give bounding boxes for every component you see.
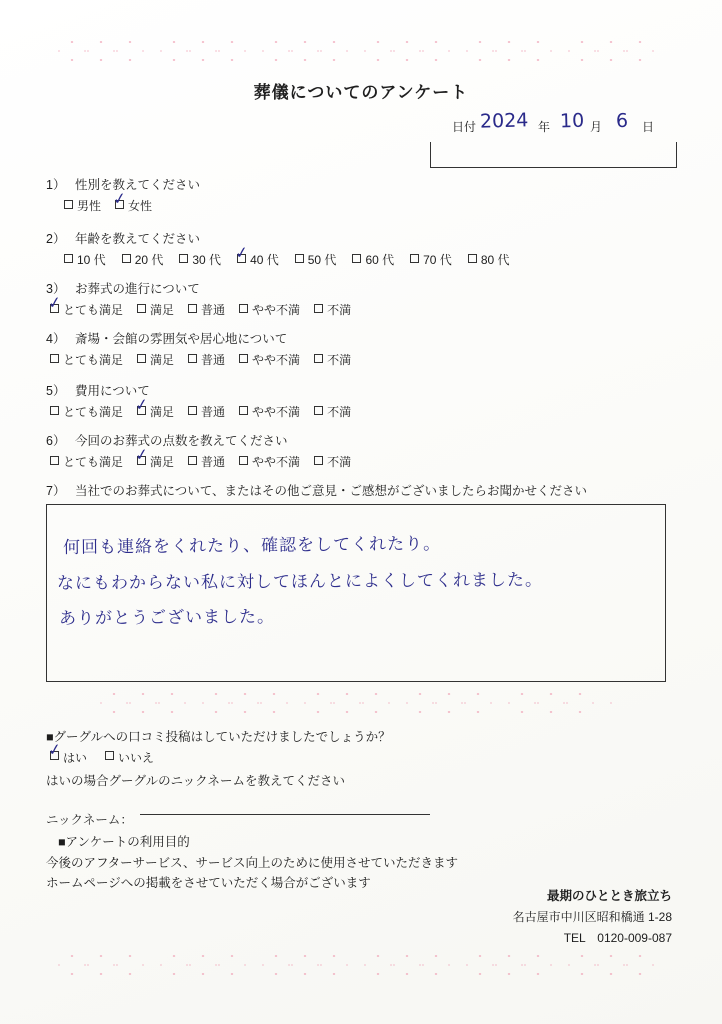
purpose-line-2: ホームページへの掲載をさせていただく場合がございます xyxy=(46,876,371,891)
date-field-box xyxy=(430,142,677,168)
option-label: 満足 xyxy=(150,303,175,318)
option-age-80[interactable] xyxy=(468,252,510,269)
question-3-number: 3） xyxy=(46,282,66,296)
question-6-text: 今回のお葬式の点数を教えてください xyxy=(74,434,288,448)
question-5-number: 5） xyxy=(46,384,66,398)
checkbox-icon[interactable] xyxy=(122,254,131,263)
check-mark-icon: ✓ xyxy=(133,444,150,465)
question-4-number: 4） xyxy=(46,332,66,346)
check-mark-icon: ✓ xyxy=(233,242,250,263)
option-label: とても満足 xyxy=(63,405,124,420)
question-1-text: 性別を教えてください xyxy=(74,178,200,192)
option-female[interactable] xyxy=(111,188,153,215)
option-label: とても満足 xyxy=(63,455,124,470)
check-mark-icon: ✓ xyxy=(46,739,63,760)
option-very-satisfied[interactable] xyxy=(46,292,124,319)
option-label: 10 代 xyxy=(77,253,106,268)
google-review-heading: ■グーグルへの口コミ投稿はしていただけましたでしょうか？ xyxy=(46,730,391,744)
date-label: 日付 xyxy=(452,120,477,134)
purpose-heading: ■アンケートの利用目的 xyxy=(58,835,190,849)
question-4-title xyxy=(46,330,351,348)
question-6-title xyxy=(46,432,351,450)
purpose-section xyxy=(46,832,458,894)
question-1-options xyxy=(64,188,200,215)
decorative-border-middle xyxy=(100,690,620,716)
option-very-satisfied[interactable] xyxy=(50,352,123,369)
option-age-60[interactable] xyxy=(352,252,394,269)
question-7 xyxy=(46,482,587,500)
option-label: 普通 xyxy=(201,405,226,420)
option-slightly-dissatisfied[interactable] xyxy=(239,302,300,319)
option-label: 60 代 xyxy=(365,253,395,268)
option-label: やや不満 xyxy=(252,405,301,420)
checkbox-icon[interactable] xyxy=(188,354,197,363)
question-1-number: 1） xyxy=(46,178,66,192)
date-month-value: 10 xyxy=(559,109,585,133)
option-label: 30 代 xyxy=(192,253,222,268)
question-6 xyxy=(46,432,351,472)
checkbox-icon[interactable] xyxy=(50,406,59,415)
checkbox-icon[interactable] xyxy=(468,254,477,263)
checkbox-icon[interactable] xyxy=(314,456,323,465)
company-name: 最期のひととき旅立ち xyxy=(546,889,672,903)
decorative-border-top xyxy=(58,38,664,64)
option-normal[interactable] xyxy=(188,404,225,421)
option-satisfied[interactable] xyxy=(137,302,174,319)
question-4-text: 斎場・会館の雰囲気や居心地について xyxy=(74,332,288,346)
option-age-70[interactable] xyxy=(410,252,452,269)
option-label: 20 代 xyxy=(134,253,164,268)
question-7-text: 当社でのお葬式について、またはその他ご意見・ご感想がございましたらお聞かせください xyxy=(74,484,587,498)
checkbox-icon[interactable] xyxy=(179,254,188,263)
checkbox-icon[interactable] xyxy=(50,456,59,465)
purpose-line-1: 今後のアフターサービス、サービス向上のために使用させていただきます xyxy=(46,855,459,870)
checkbox-icon[interactable] xyxy=(295,254,304,263)
question-5-text: 費用について xyxy=(74,384,150,398)
option-dissatisfied[interactable] xyxy=(314,352,351,369)
date-day-value: 6 xyxy=(615,109,629,133)
option-age-50[interactable] xyxy=(295,252,337,269)
question-5 xyxy=(46,382,351,422)
option-label: 普通 xyxy=(201,303,226,318)
google-review-options xyxy=(46,739,391,766)
option-age-40[interactable] xyxy=(233,242,279,269)
option-normal[interactable] xyxy=(188,302,225,319)
option-age-20[interactable] xyxy=(122,252,164,269)
checkbox-icon[interactable] xyxy=(105,751,114,760)
question-2 xyxy=(46,230,510,270)
option-yes[interactable] xyxy=(46,739,88,766)
check-mark-icon: ✓ xyxy=(133,394,150,415)
checkbox-icon[interactable] xyxy=(188,406,197,415)
date-month-unit: 月 xyxy=(590,120,603,134)
option-label: とても満足 xyxy=(63,353,124,368)
option-dissatisfied[interactable] xyxy=(314,404,351,421)
option-label: 不満 xyxy=(327,353,352,368)
option-label: 不満 xyxy=(327,405,352,420)
option-age-10[interactable] xyxy=(64,252,106,269)
option-label: 満足 xyxy=(150,455,175,470)
date-day-unit: 日 xyxy=(642,120,655,134)
option-very-satisfied[interactable] xyxy=(50,404,123,421)
question-4-options xyxy=(50,352,351,369)
free-comment-box[interactable] xyxy=(46,504,666,682)
checkbox-icon[interactable] xyxy=(239,304,248,313)
google-review-section xyxy=(46,727,391,789)
question-1 xyxy=(46,176,200,216)
option-satisfied[interactable] xyxy=(133,444,175,471)
option-dissatisfied[interactable] xyxy=(314,302,351,319)
question-2-text: 年齢を教えてください xyxy=(74,232,200,246)
checkbox-icon[interactable] xyxy=(137,304,146,313)
question-6-number: 6） xyxy=(46,434,66,448)
question-5-options xyxy=(50,394,352,421)
checkbox-icon[interactable] xyxy=(314,406,323,415)
option-age-30[interactable] xyxy=(179,252,221,269)
option-satisfied[interactable] xyxy=(133,394,175,421)
option-label: はい xyxy=(63,751,88,765)
checkbox-icon[interactable] xyxy=(50,354,59,363)
option-label: やや不満 xyxy=(252,455,301,470)
company-tel: TEL 0120-009-087 xyxy=(563,930,672,945)
question-7-number: 7） xyxy=(46,484,66,498)
option-label: とても満足 xyxy=(63,303,124,318)
option-slightly-dissatisfied[interactable] xyxy=(239,352,300,369)
checkbox-icon[interactable] xyxy=(64,254,73,263)
date-line xyxy=(430,108,675,144)
option-slightly-dissatisfied[interactable] xyxy=(239,404,300,421)
question-2-title xyxy=(46,230,510,248)
company-address: 名古屋市中川区昭和橋通 1-28 xyxy=(512,910,672,925)
checkbox-icon[interactable] xyxy=(137,354,146,363)
checkbox-icon[interactable] xyxy=(352,254,361,263)
option-label: 70 代 xyxy=(423,253,452,268)
handwritten-line-3: ありがとうございました。 xyxy=(58,607,276,629)
question-2-options xyxy=(64,242,510,269)
checkbox-icon[interactable] xyxy=(188,304,197,313)
option-label: 普通 xyxy=(201,353,226,368)
option-label: 不満 xyxy=(327,455,352,470)
checkbox-icon[interactable] xyxy=(314,304,323,313)
question-3 xyxy=(46,280,351,320)
checkbox-icon[interactable] xyxy=(314,354,323,363)
nickname-label: ニックネーム： xyxy=(46,813,133,827)
option-very-satisfied[interactable] xyxy=(50,454,123,471)
nickname-input-underline[interactable] xyxy=(140,814,430,815)
check-mark-icon: ✓ xyxy=(46,292,63,313)
question-6-options xyxy=(50,444,352,471)
option-label: 40 代 xyxy=(250,253,279,268)
checkbox-icon[interactable] xyxy=(239,354,248,363)
footer xyxy=(513,886,672,948)
option-no[interactable] xyxy=(105,749,154,766)
handwritten-line-2: なにもわからない私に対してほんとによくしてくれました。 xyxy=(56,570,544,594)
option-label: 女性 xyxy=(128,199,153,214)
date-year-unit: 年 xyxy=(538,120,551,134)
question-7-title xyxy=(46,482,587,500)
check-mark-icon: ✓ xyxy=(111,188,128,209)
page-title: 葬儀についてのアンケート xyxy=(253,83,469,102)
option-label: いいえ xyxy=(118,751,155,765)
option-label: 不満 xyxy=(327,303,352,318)
question-3-text: お葬式の進行について xyxy=(74,282,200,296)
option-male[interactable] xyxy=(64,198,101,215)
question-3-title xyxy=(46,280,351,298)
date-year-value: 2024 xyxy=(479,109,529,133)
decorative-border-bottom xyxy=(58,952,664,978)
option-normal[interactable] xyxy=(188,454,225,471)
question-3-options xyxy=(46,292,352,319)
checkbox-icon[interactable] xyxy=(64,200,73,209)
question-5-title xyxy=(46,382,351,400)
option-label: 満足 xyxy=(150,405,175,420)
option-label: 普通 xyxy=(201,455,226,470)
option-slightly-dissatisfied[interactable] xyxy=(239,454,300,471)
option-label: やや不満 xyxy=(252,353,301,368)
option-label: 50 代 xyxy=(307,253,337,268)
checkbox-icon[interactable] xyxy=(410,254,419,263)
checkbox-icon[interactable] xyxy=(188,456,197,465)
question-2-number: 2） xyxy=(46,232,66,246)
question-4 xyxy=(46,330,351,370)
checkbox-icon[interactable] xyxy=(239,406,248,415)
option-label: 80 代 xyxy=(480,253,510,268)
option-label: 男性 xyxy=(77,199,102,214)
google-review-note: はいの場合グーグルのニックネームを教えてください xyxy=(46,774,346,788)
checkbox-icon[interactable] xyxy=(239,456,248,465)
option-label: 満足 xyxy=(150,353,175,368)
handwritten-line-1: 何回も連絡をくれたり、確認をしてくれたり。 xyxy=(62,534,442,558)
option-normal[interactable] xyxy=(188,352,225,369)
option-satisfied[interactable] xyxy=(137,352,174,369)
option-label: やや不満 xyxy=(252,303,301,318)
option-dissatisfied[interactable] xyxy=(314,454,351,471)
